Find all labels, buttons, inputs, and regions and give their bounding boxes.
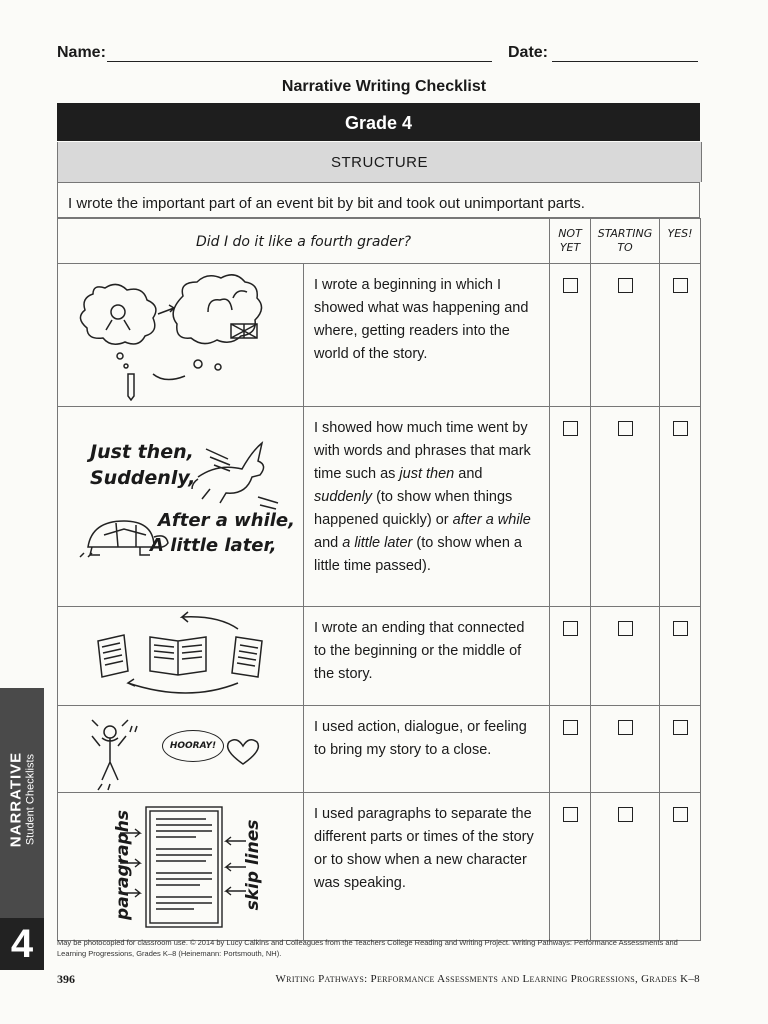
checkbox-not-yet[interactable] — [550, 793, 591, 941]
grade-header: Grade 4 — [57, 103, 700, 141]
skip-lines-label: skip lines — [243, 819, 263, 911]
hooray-bubble: HOORAY! — [162, 730, 224, 762]
checklist-row — [58, 407, 701, 607]
ending-illustration — [58, 706, 304, 793]
date-label: Date: — [508, 44, 549, 61]
checkbox-not-yet[interactable] — [550, 264, 591, 407]
side-tab-subtitle: Student Checklists — [24, 753, 37, 846]
suddenly-text: Suddenly, — [90, 467, 196, 489]
checkbox-starting-to[interactable] — [591, 607, 660, 706]
checkbox-starting-to[interactable] — [591, 407, 660, 607]
checkbox-not-yet[interactable] — [550, 407, 591, 607]
checkbox-not-yet[interactable] — [550, 706, 591, 793]
checklist-table — [57, 218, 701, 941]
name-label: Name: — [57, 44, 106, 61]
checklist-row — [58, 706, 701, 793]
page-number: 396 — [57, 972, 75, 986]
col-not-yet: NOT YET — [550, 219, 591, 264]
section-summary: I wrote the important part of an event bit by bit and took out unimportant parts. — [57, 182, 700, 218]
col-yes: YES! — [660, 219, 701, 264]
after-a-while-text: After a while, — [158, 510, 295, 531]
copyright-credit: May be photocopied for classroom use. © 2014 by Lucy Calkins and Colleagues from the Teachers College Reading and Writing Project. Writing Pathways: Performance Assessments and Learning Progressions, Grades K–8 (Heinemann: Portsmouth, NH). — [57, 938, 678, 958]
paragraphs-illustration — [58, 793, 304, 941]
section-header: STRUCTURE — [57, 142, 702, 182]
side-tab-text — [8, 708, 37, 892]
checklist-row — [58, 264, 701, 407]
checklist-row — [58, 793, 701, 941]
date-line — [552, 61, 698, 62]
checkbox-yes[interactable] — [660, 706, 701, 793]
row-text: I wrote an ending that connected to the beginning or the middle of the story. — [304, 607, 550, 706]
page-title: Narrative Writing Checklist — [281, 78, 487, 95]
row-text: I used action, dialogue, or feeling to bring my story to a close. — [304, 706, 550, 793]
question-header: Did I do it like a fourth grader? — [58, 219, 550, 264]
checkbox-starting-to[interactable] — [591, 264, 660, 407]
checkbox-yes[interactable] — [660, 264, 701, 407]
thinking-illustration — [58, 264, 304, 407]
grade-number-tab: 4 — [0, 918, 44, 970]
checkbox-starting-to[interactable] — [591, 793, 660, 941]
checkbox-yes[interactable] — [660, 407, 701, 607]
col-starting-to: STARTING TO — [591, 219, 660, 264]
a-little-later-text: A little later, — [150, 535, 277, 556]
paragraphs-label: paragraphs — [113, 810, 133, 920]
story-pages-illustration — [58, 607, 304, 706]
name-line — [107, 61, 492, 62]
checklist-row — [58, 607, 701, 706]
just-then-text: Just then, — [90, 441, 194, 463]
row-text: I wrote a beginning in which I showed what was happening and where, getting readers into the world of the story. — [304, 264, 550, 407]
row-text: I showed how much time went by with words and phrases that mark time such as just then and suddenly (to show when things happened quickly) or after a while and a little later (to show when a little time passed). — [304, 407, 550, 607]
side-tab-title: NARRATIVE — [7, 751, 25, 848]
time-words-illustration — [58, 407, 304, 607]
checkbox-yes[interactable] — [660, 607, 701, 706]
checkbox-yes[interactable] — [660, 793, 701, 941]
checkbox-not-yet[interactable] — [550, 607, 591, 706]
checkbox-starting-to[interactable] — [591, 706, 660, 793]
running-footer: Writing Pathways: Performance Assessments and Learning Progressions, Grades K–8 — [275, 973, 700, 985]
row-text: I used paragraphs to separate the different parts or times of the story or to show when a new character was speaking. — [304, 793, 550, 941]
